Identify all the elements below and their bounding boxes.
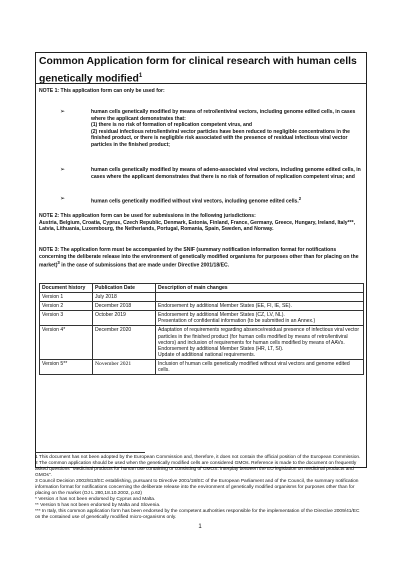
- footnote: ** Version 5 has not been endorsed by Malta and Slovenia.: [35, 503, 161, 508]
- date-cell: December 2018: [93, 302, 156, 311]
- header-description: Description of main changes: [156, 284, 364, 293]
- table-row: [40, 359, 364, 374]
- header-publication-date: Publication Date: [93, 284, 156, 293]
- page-number: 1: [198, 524, 202, 530]
- arrow-bullet-icon: ➢: [60, 109, 66, 115]
- footnote-divider: [35, 452, 145, 453]
- footnote: * Version 4 has not been endorsed by Cyprus and Malta.: [35, 497, 156, 502]
- arrow-bullet-icon: ➢: [60, 167, 66, 173]
- description-cell: Adaptation of requirements regarding absence/residual presence of infectious viral vector particles in the finished product (for human cells modified by means of retro/lentiviral vectors) and inclusion of requirements for human cells modified by means of AAVs. Endorsement by additional Member States (HR, LT, SI). Update of additional national requirements.: [156, 326, 364, 359]
- table-header-row: [40, 284, 364, 293]
- footnote: 1 This document has not been adopted by the European Commission and, therefore, it does not contain the official position of the European Commission.: [35, 455, 361, 460]
- note-2: NOTE 2: This application form can be used for submissions in the following jurisdictions: Austria, Belgium, Croatia, Cyprus, Czech Republic, Denmark, Estonia, Finland, France, Germany, Greece, Hungary, Ireland, Italy***, Latvia, Lithuania, Luxembourg, the Netherlands, Portugal, Romania, Spain, Sweden, and Norway.: [39, 213, 364, 233]
- table-row: [40, 302, 364, 311]
- date-cell: November 2021: [93, 359, 156, 374]
- table-row: [40, 293, 364, 302]
- footnote: 2 The common application should be used when the genetically modified cells are considered GMOs. Reference is made to the document on frequently asked questions "Medicinal products for human use containing or consisting of GMOS: interplay between the EU legislation on medicinal products and GMOs".: [35, 461, 357, 478]
- date-cell: December 2020: [93, 326, 156, 359]
- document-title: Common Application form for clinical research with human cells genetically modified$^1$: [39, 56, 357, 85]
- bullet-retro-lentiviral: human cells genetically modified by means of retro/lentiviral vectors, including genome edited cells, in cases where the applicant demonstrates that: (1) there is no risk of formation of replication competent virus, and (2) residual infectious retro/lentiviral vector particles have been reduced to negligible concentrations in the finished product, or there is negligible risk associated with the presence of residual infectious viral vector particles in the finished product;: [91, 109, 356, 148]
- version-cell: Version 5**: [40, 359, 93, 374]
- date-cell: October 2019: [93, 311, 156, 326]
- table-row: [40, 326, 364, 359]
- version-cell: Version 3: [40, 311, 93, 326]
- description-cell: Endorsement by additional Member States (EE, FI, IE, SE).: [156, 302, 364, 311]
- header-document-history: Document history: [40, 284, 93, 293]
- bullet-non-viral: human cells genetically modified without viral vectors, including genome edited cells.$^2$: [91, 196, 302, 205]
- description-cell: Inclusion of human cells genetically modified without viral vectors and genome edited cells.: [156, 359, 364, 374]
- bullet-aav: human cells genetically modified by means of adeno-associated viral vectors, including genome edited cells, in cases where the applicant demonstrates that there is no risk of formation of replication competent virus; and: [91, 167, 361, 180]
- version-history-table: [39, 283, 364, 375]
- arrow-bullet-icon: ➢: [60, 196, 66, 202]
- footnotes: [35, 455, 365, 521]
- footnote: *** In Italy, this common application form has been endorsed by the competent authorities responsible for the implementation of the Directive 2009/41/EC on the contained use of genetically modified micro-organisms only.: [35, 509, 360, 520]
- jurisdiction-list: Austria, Belgium, Croatia, Cyprus, Czech Republic, Denmark, Estonia, Finland, France, Germany, Greece, Hungary, Ireland, Italy***, Latvia, Lithuania, Luxembourg, the Netherlands, Portugal, Romania, Spain, Sweden, and Norway.: [39, 219, 355, 232]
- version-cell: Version 4*: [40, 326, 93, 359]
- version-cell: Version 1: [40, 293, 93, 302]
- description-cell: Endorsement by additional Member States (CZ, LV, NL). Presentation of confidential information (to be submitted in an Annex.): [156, 311, 364, 326]
- title-divider: [36, 83, 366, 84]
- footnote: 3 Council Decision 2002/813/EC establishing, pursuant to Directive 2001/18/EC of the European Parliament and of the Council, the summary notification information format for notifications concerning the deliberate release into the environment of genetically modified organisms for purposes other than for placing on the market (OJ L 280,18.10.2002, p.62): [35, 479, 359, 496]
- date-cell: July 2018: [93, 293, 156, 302]
- table-row: [40, 311, 364, 326]
- note-3: NOTE 3: The application form must be accompanied by the SNIF (summary notification information format for notifications concerning the deliberate release into the environment of genetically modified organisms for purposes other than for placing on the market)$^3$ in the case of submissions that are made under Directive 2001/18/EC.: [39, 247, 359, 269]
- version-cell: Version 2: [40, 302, 93, 311]
- description-cell: [156, 293, 364, 302]
- note-1: NOTE 1: This application form can only be used for:: [39, 88, 165, 94]
